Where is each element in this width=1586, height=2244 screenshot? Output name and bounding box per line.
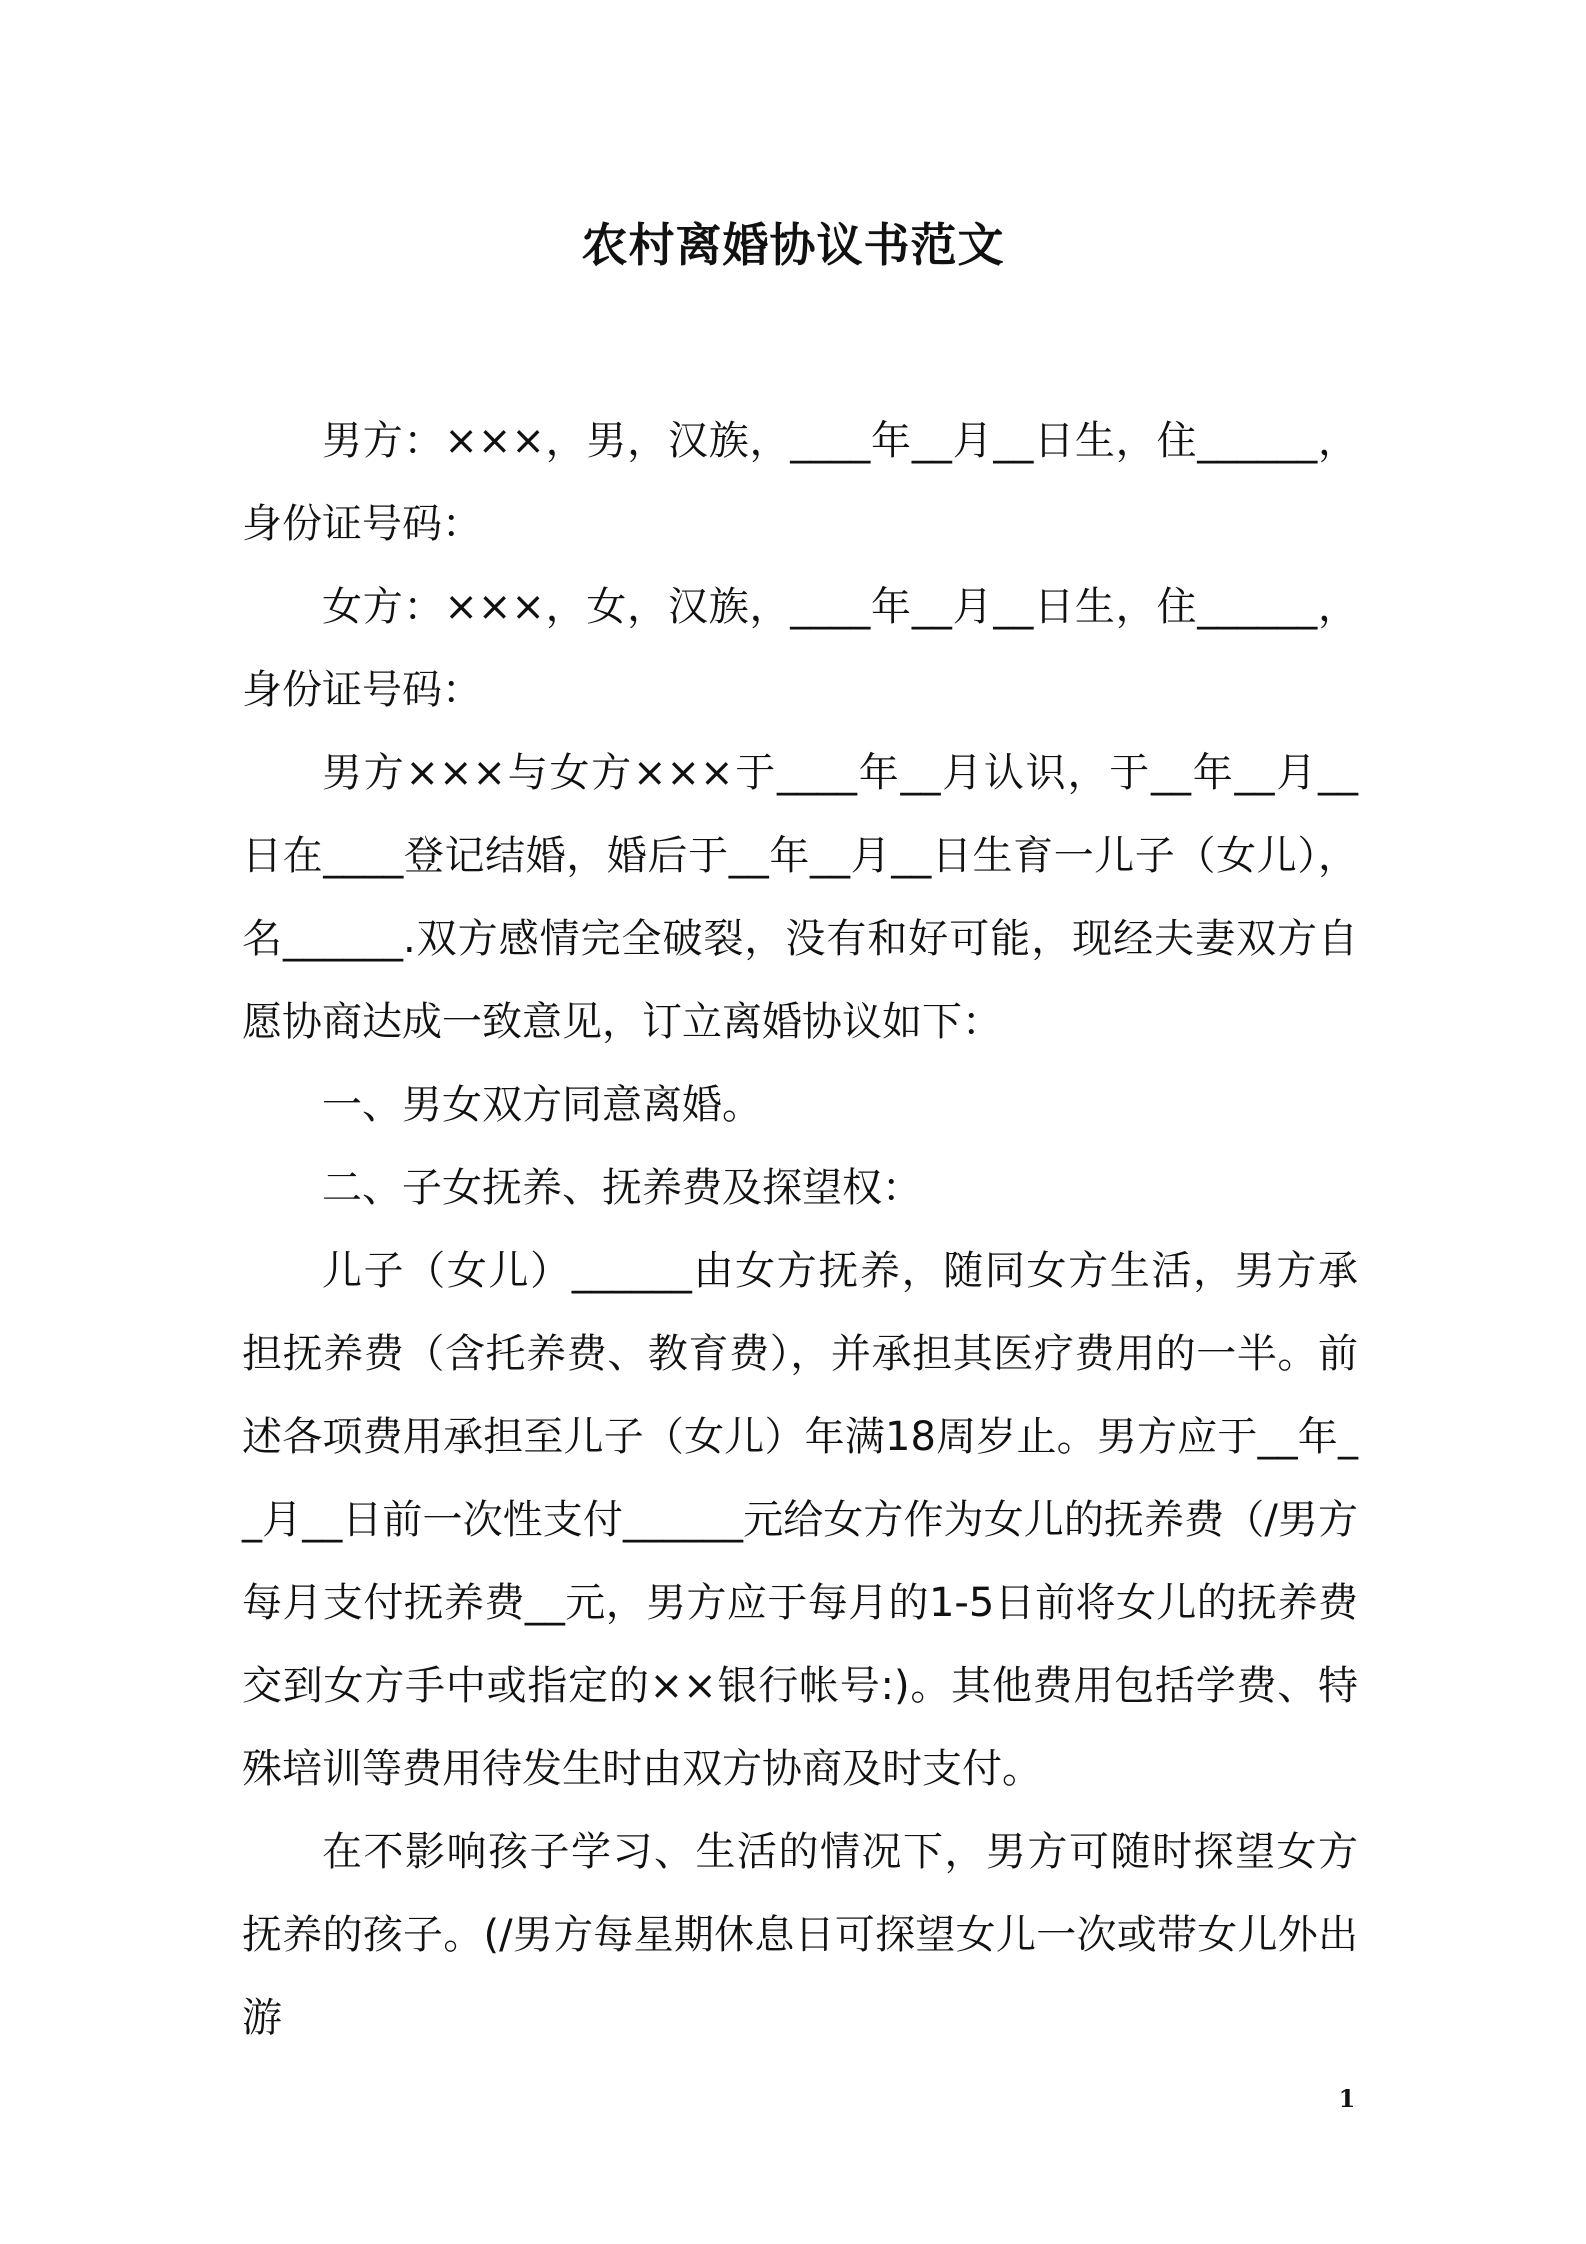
document-body [242,400,1358,2060]
paragraph-clause-2-heading: 二、子女抚养、抚养费及探望权： [322,1165,922,1211]
paragraph-clause-1: 一、男女双方同意离婚。 [322,1082,762,1128]
paragraph-female-party: 女方：×××，女，汉族，____年__月__日生，住______，身份证号码： [242,584,1358,713]
paragraph-male-party: 男方：×××，男，汉族，____年__月__日生，住______，身份证号码： [242,418,1358,547]
document-title: 农村离婚协议书范文 [581,218,1005,272]
paragraph-child-support: 儿子（女儿）______由女方抚养，随同女方生活，男方承担抚养费（含托养费、教育费），并承担其医疗费用的一半。前述各项费用承担至儿子（女儿）年满18周岁止。男方应于__年__月__日前一次性支付______元给女方作为女儿的抚养费（/男方每月支付抚养费__元，男方应于每月的1-5日前将女儿的抚养费交到女方手中或指定的××银行帐号:)。其他费用包括学费、特殊培训等费用待发生时由双方协商及时支付。 [242,1248,1358,1792]
paragraph-visitation: 在不影响孩子学习、生活的情况下，男方可随时探望女方抚养的孩子。(/男方每星期休息日可探望女儿一次或带女儿外出游 [242,1829,1358,2041]
page-number: 1 [1338,2084,1356,2113]
paragraph-marriage-background: 男方×××与女方×××于____年__月认识，于__年__月__日在____登记结婚，婚后于__年__月__日生育一儿子（女儿），名______.双方感情完全破裂，没有和好可能，现经夫妻双方自愿协商达成一致意见，订立离婚协议如下： [242,750,1358,1045]
